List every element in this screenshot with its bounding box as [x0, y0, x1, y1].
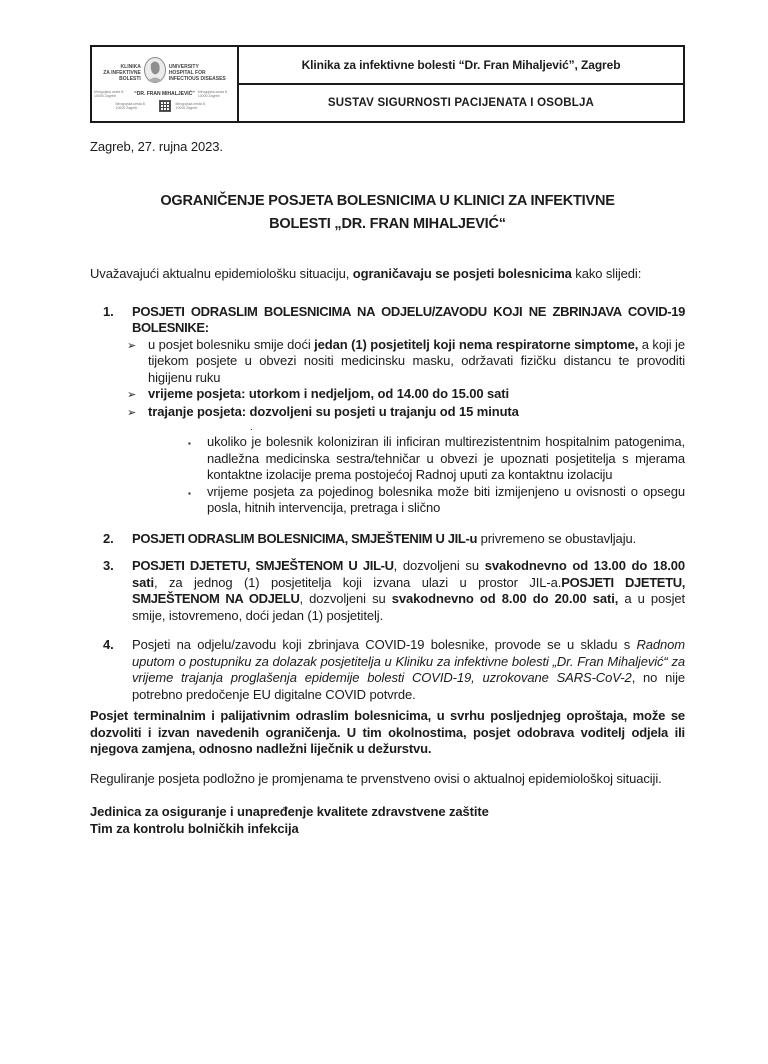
bullet-text: u posjet bolesniku smije doći [148, 336, 315, 352]
logo-top-row [103, 57, 226, 88]
logo-footer-left: Mirogojska cesta 8, 10000 Zagreb [115, 102, 146, 110]
logo-text-croatian [103, 64, 141, 82]
square-bullet-1-text: ukoliko je bolesnik koloniziran ili inficiran multirezistentnim hospitalnim patogenima, nadležna medicinska sestra/tehničar u obvezi je upoznati posjetitelja s mjerama kontaktne izolacije prema postojećoj Radnoj uputi za kontaktnu izolaciju [207, 434, 685, 482]
item-2-heading: POSJETI ODRASLIM BOLESNICIMA, SMJEŠTENIM U JIL-u [132, 530, 478, 546]
list-item-2-number: 2. [103, 530, 114, 546]
signature-line-1: Jedinica za osiguranje i unapređenje kvalitete zdravstvene zaštite [90, 804, 489, 819]
logo-address-left: Mirogojska cesta 8, 10000 Zagreb [94, 90, 125, 98]
logo-address-right: Mirogojska cesta 8, 10000 Zagreb [197, 90, 228, 98]
square-bullet-icon: ▪ [188, 488, 191, 498]
item-3-hours-ward: svakodnevno od 8.00 do 20.00 sati, [391, 591, 619, 606]
item-2-text: privremeno se obustavljaju. [477, 530, 637, 546]
list-item-4-number: 4. [103, 637, 114, 652]
square-bullet-2 [90, 484, 685, 517]
list-item-2 [90, 531, 685, 548]
arrow-bullet-3-text: trajanje posjeta: dozvoljeni su posjeti u trajanju od 15 minuta [148, 403, 519, 419]
item-3-text: , dozvoljeni su [299, 591, 392, 606]
arrow-bullet-2 [90, 386, 685, 404]
header-table [90, 45, 685, 123]
intro-paragraph [90, 266, 685, 283]
square-bullet-1 [90, 434, 685, 484]
arrow-bullet-icon: ➢ [127, 338, 137, 352]
item-3-text: a u posjet smije, istovremeno, doći jedan (1) posjetitelj. [132, 591, 685, 623]
list-item-1-heading: POSJETI ODRASLIM BOLESNICIMA NA ODJELU/ZAVODU KOJI NE ZBRINJAVA COVID-19 BOLESNIKE: [132, 303, 685, 335]
list-item-1-number: 1. [103, 303, 114, 319]
clinic-logo [92, 47, 239, 121]
document-title-line1: OGRANIČENJE POSJETA BOLESNICIMA U KLINICI ZA INFEKTIVNE [160, 193, 615, 209]
logo-text-line: INFECTIOUS DISEASES [168, 75, 226, 82]
stray-dot: . [250, 422, 253, 433]
list-item-3-number: 3. [103, 558, 114, 573]
item-3-heading-ward: POSJETI DJETETU, SMJEŠTENOM NA ODJELU [132, 574, 685, 606]
item-3-hours-jil: svakodnevno od 13.00 do 18.00 sati [132, 558, 685, 590]
arrow-bullet-2-text: vrijeme posjeta: utorkom i nedjeljom, od 14.00 do 15.00 sati [148, 386, 510, 401]
list-item-3-text [132, 558, 685, 624]
item-3-text: , dozvoljeni su [393, 558, 485, 573]
signature-line-2: Tim za kontrolu bolničkih infekcija [90, 820, 299, 836]
logo-text-line: KLINIKA [120, 63, 141, 70]
square-bullet-2-text: vrijeme posjeta za pojedinog bolesnika može biti izmijenjeno u ovisnosti o opsegu posla, hitnih intervencija, pretraga i slično [207, 483, 685, 515]
list-item-3 [90, 558, 685, 624]
logo-text-line: BOLESTI [119, 75, 141, 82]
list-item-4 [90, 637, 685, 703]
document-content [90, 45, 685, 837]
header-right-cells [239, 47, 683, 121]
logo-text-line: ZA INFEKTIVNE [103, 69, 141, 76]
logo-footer-right: Mirogojska cesta 8, 10000 Zagreb [175, 102, 206, 110]
intro-text-end: kako slijedi: [571, 266, 642, 281]
arrow-bullet-icon: ➢ [127, 388, 137, 401]
bullet-emphasis: jedan (1) posjetitelj koji nema respiratorne simptome, [314, 336, 639, 352]
closing-bold-paragraph: Posjet terminalnim i palijativnim odraslim bolesnicima, u svrhu posljednjeg oproštaja, može se dozvoliti i izvan navedenih ograničenja. U tim okolnostima, posjet odobrava voditelj odjela ili njegova zamjena, odnosno nadležni liječnik u dežurstvu. [90, 708, 685, 756]
document-title [90, 190, 685, 235]
square-bullet-icon: ▪ [188, 439, 191, 448]
regulation-paragraph: Reguliranje posjeta podložno je promjenama te prvenstveno ovisi o aktualnoj epidemiološkoj situaciji. [90, 770, 662, 786]
header-system-title: SUSTAV SIGURNOSTI PACIJENATA I OSOBLJA [327, 97, 595, 109]
item-4-text: Posjeti na odjelu/zavodu koji zbrinjava COVID-19 bolesnike, provode se u skladu s [132, 637, 637, 652]
intro-text: Uvažavajući aktualnu epidemiološku situaciju, [90, 266, 353, 281]
date-line: Zagreb, 27. rujna 2023. [90, 139, 223, 154]
intro-emphasis: ograničavaju se posjeti bolesnicima [352, 266, 572, 281]
list-item-2-text [132, 531, 685, 548]
arrow-bullet-3 [90, 404, 685, 422]
signature-block [90, 804, 685, 837]
logo-bottom-row [116, 100, 214, 112]
arrow-bullet-icon: ➢ [127, 405, 137, 419]
qr-code-icon [159, 100, 171, 112]
document-title-line2: BOLESTI „DR. FRAN MIHALJEVIĆ“ [269, 215, 506, 232]
logo-clinic-name: “DR. FRAN MIHALJEVIĆ” [134, 91, 195, 97]
logo-text-english [169, 64, 226, 82]
item-4-work-instruction-title: Radnom uputom o postupniku za dolazak posjetitelja u Kliniku za infektivne bolesti „Dr. Fran Mihaljević“ za vrijeme trajanja proglašenja epidemije bolesti COVID-19, uzrokovane SARS-CoV-2 [132, 637, 685, 685]
item-4-text-end: , no nije potrebno predočenje EU digitalne COVID potvrde. [132, 670, 685, 702]
list-item-4-text [132, 637, 685, 703]
logo-text-line: UNIVERSITY [168, 63, 199, 70]
logo-text-line: HOSPITAL FOR [168, 69, 206, 76]
portrait-emblem-icon [144, 57, 166, 88]
item-3-text: , za jednog (1) posjetitelja koji izvana ulazi u prostor JIL-a. [154, 574, 562, 590]
header-clinic-name: Klinika za infektivne bolesti “Dr. Fran Mihaljević”, Zagreb [239, 47, 683, 85]
list-item-1 [90, 304, 685, 337]
arrow-bullet-1-text [148, 337, 685, 387]
bullet-text: a koji je tijekom posjete u obvezi nositi medicinsku masku, održavati fizičku distancu te provoditi higijenu ruku [148, 336, 685, 385]
arrow-bullet-1 [90, 337, 685, 387]
logo-name-row [94, 90, 235, 98]
item-3-heading-jil: POSJETI DJETETU, SMJEŠTENOM U JIL-U [132, 558, 394, 573]
